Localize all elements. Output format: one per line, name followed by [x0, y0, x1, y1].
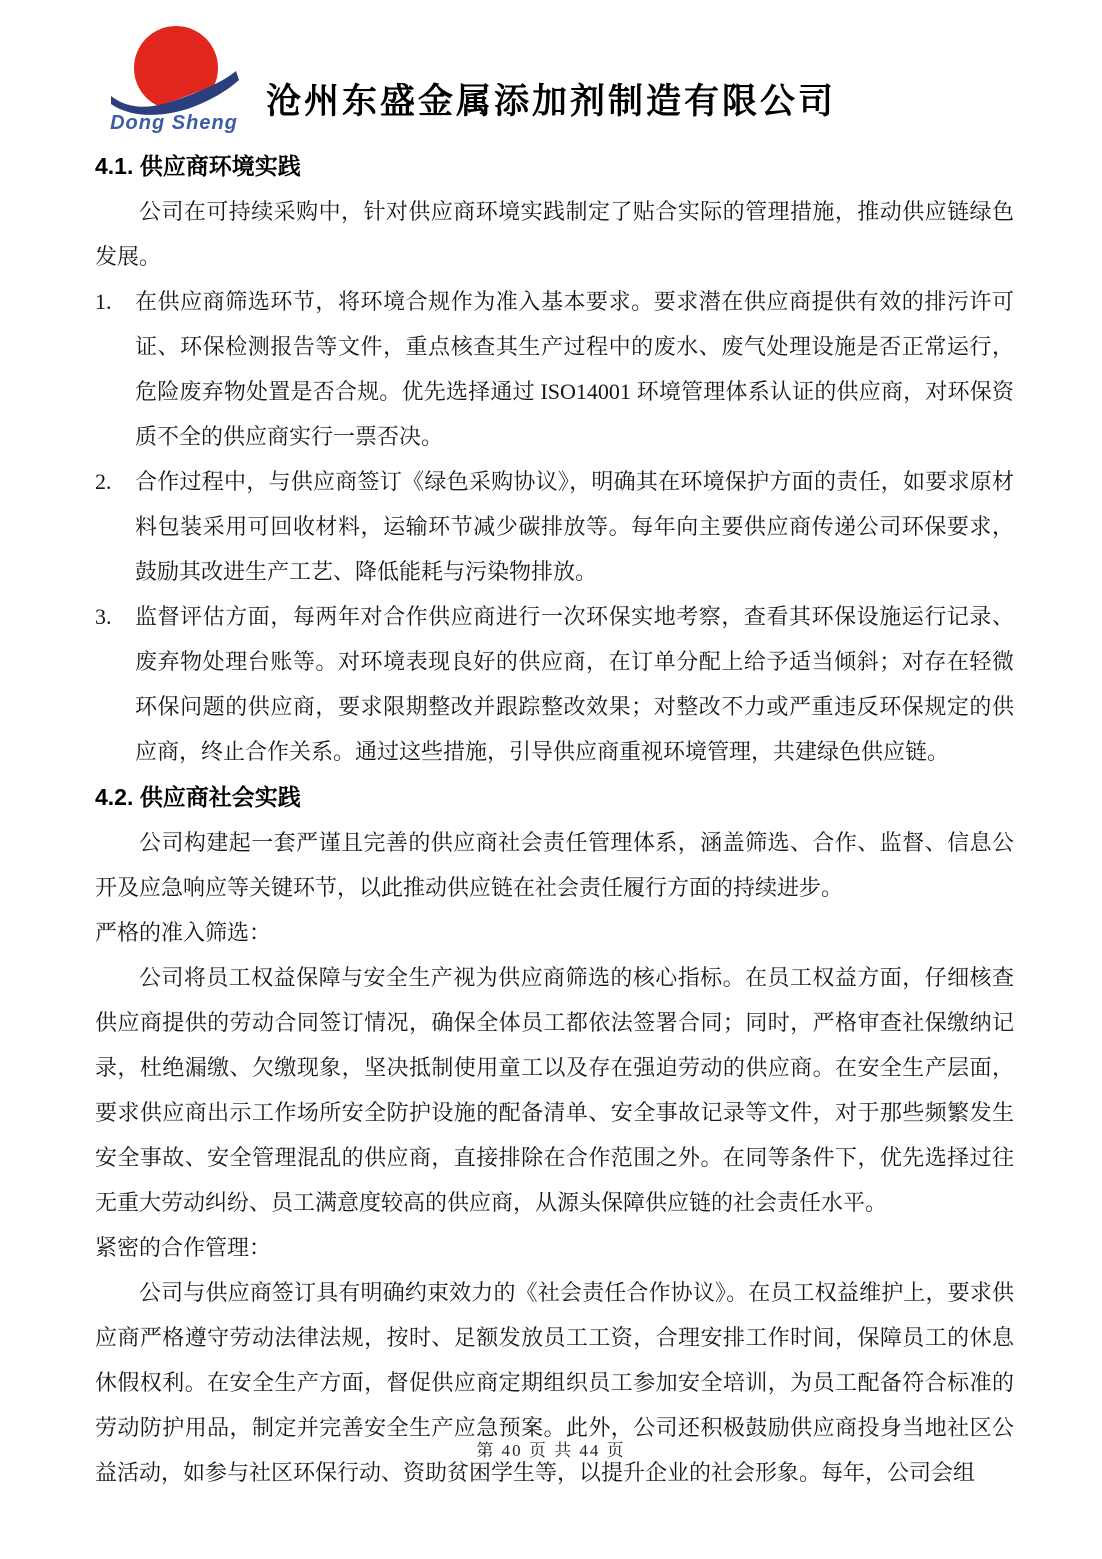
list-item-1-text: 在供应商筛选环节，将环境合规作为准入基本要求。要求潜在供应商提供有效的排污许可证、环保检测报告等文件，重点核查其生产过程中的废水、废气处理设施是否正常运行，危险废弃物处置是否合规。优先选择通过 ISO14001 环境管理体系认证的供应商，对环保资质不全的供应商实行一票否决。 — [135, 289, 1014, 449]
section-4-1-heading: 4.1. 供应商环境实践 — [95, 153, 301, 179]
section-4-2-heading: 4.2. 供应商社会实践 — [95, 784, 301, 810]
list-item-2-text: 合作过程中，与供应商签订《绿色采购协议》，明确其在环境保护方面的责任，如要求原材料包装采用可回收材料，运输环节减少碳排放等。每年向主要供应商传递公司环保要求，鼓励其改进生产工艺、降低能耗与污染物排放。 — [135, 469, 1014, 584]
list-item-1 — [95, 279, 1014, 459]
section-4-1-intro: 公司在可持续采购中，针对供应商环境实践制定了贴合实际的管理措施，推动供应链绿色发展。 — [95, 199, 1014, 269]
subsection-screening-label: 严格的准入筛选： — [95, 920, 272, 945]
list-item-2 — [95, 459, 1014, 594]
list-item-3 — [95, 594, 1014, 774]
section-4-2-intro: 公司构建起一套严谨且完善的供应商社会责任管理体系，涵盖筛选、合作、监督、信息公开及应急响应等关键环节，以此推动供应链在社会责任履行方面的持续进步。 — [95, 830, 1014, 900]
subsection-cooperation-label: 紧密的合作管理： — [95, 1235, 272, 1260]
subsection-screening-text: 公司将员工权益保障与安全生产视为供应商筛选的核心指标。在员工权益方面，仔细核查供应商提供的劳动合同签订情况，确保全体员工都依法签署合同；同时，严格审查社保缴纳记录，杜绝漏缴、欠缴现象，坚决抵制使用童工以及存在强迫劳动的供应商。在安全生产层面，要求供应商出示工作场所安全防护设施的配备清单、安全事故记录等文件，对于那些频繁发生安全事故、安全管理混乱的供应商，直接排除在合作范围之外。在同等条件下，优先选择过往无重大劳动纠纷、员工满意度较高的供应商，从源头保障供应链的社会责任水平。 — [95, 965, 1014, 1215]
page-footer — [0, 1436, 1102, 1461]
logo-wordmark: Dong Sheng — [110, 112, 238, 134]
company-title: 沧州东盛金属添加剂制造有限公司 — [265, 82, 836, 121]
list-item-2-number: 2. — [95, 469, 112, 494]
list-item-3-text: 监督评估方面，每两年对合作供应商进行一次环保实地考察，查看其环保设施运行记录、废弃物处理台账等。对环境表现良好的供应商，在订单分配上给予适当倾斜；对存在轻微环保问题的供应商，要求限期整改并跟踪整改效果；对整改不力或严重违反环保规定的供应商，终止合作关系。通过这些措施，引导供应商重视环境管理，共建绿色供应链。 — [135, 604, 1014, 764]
document-body — [0, 143, 1102, 1495]
document-header — [0, 0, 1102, 143]
list-item-3-number: 3. — [95, 604, 112, 629]
subsection-cooperation-text: 公司与供应商签订具有明确约束效力的《社会责任合作协议》。在员工权益维护上，要求供应商严格遵守劳动法律法规，按时、足额发放员工工资，合理安排工作时间，保障员工的休息休假权利。在安全生产方面，督促供应商定期组织员工参加安全培训，为员工配备符合标准的劳动防护用品，制定并完善安全生产应急预案。此外，公司还积极鼓励供应商投身当地社区公益活动，如参与社区环保行动、资助贫困学生等，以提升企业的社会形象。每年，公司会组 — [95, 1280, 1014, 1485]
numbered-list — [95, 279, 1014, 774]
list-item-1-number: 1. — [95, 289, 112, 314]
page-number: 第 40 页 共 44 页 — [476, 1441, 626, 1460]
